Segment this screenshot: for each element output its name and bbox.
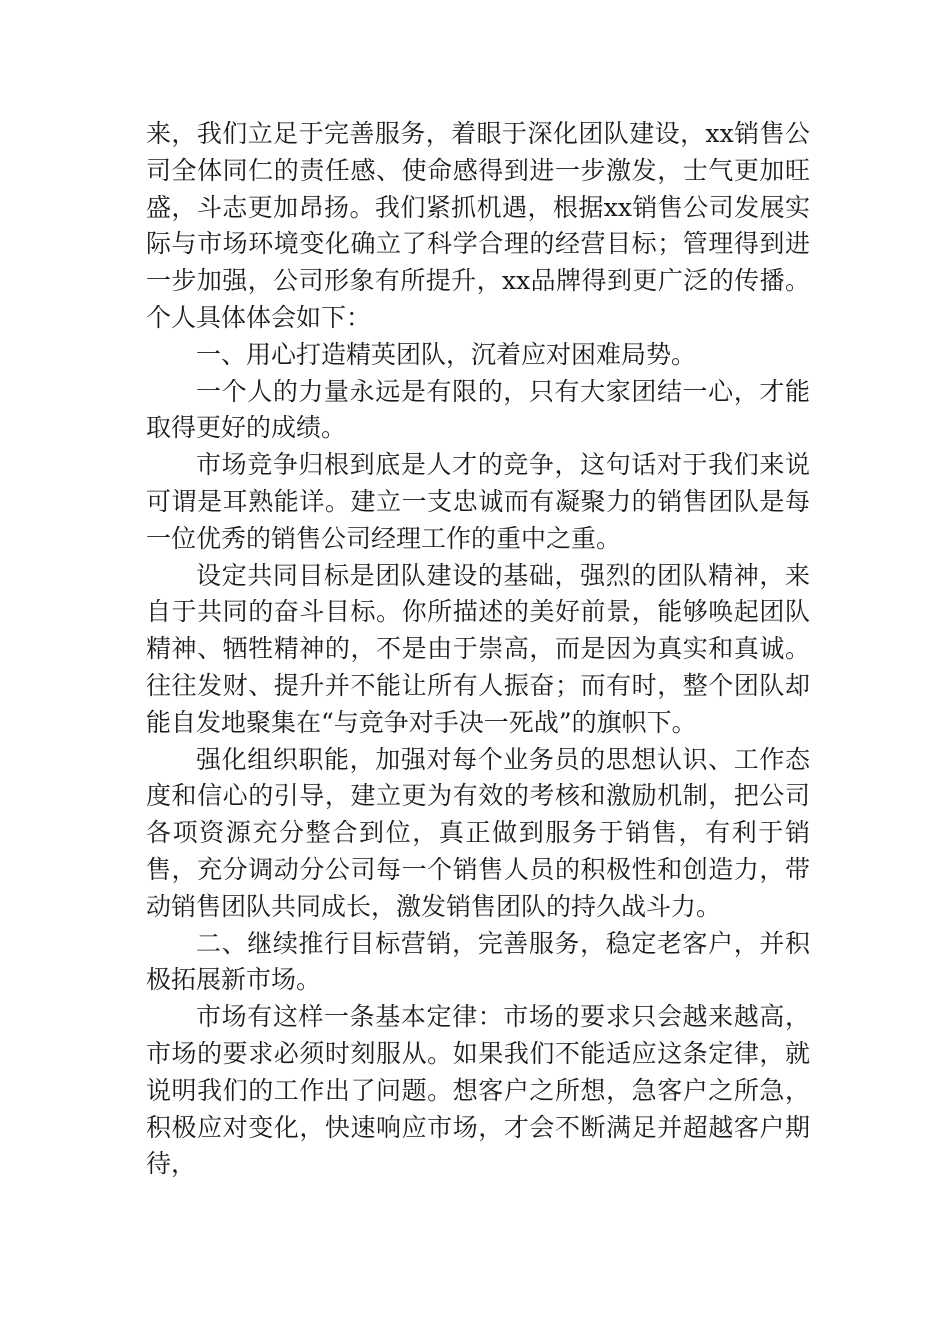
paragraph-2: 一个人的力量永远是有限的，只有大家团结一心，才能取得更好的成绩。 — [146, 376, 810, 443]
heading-section-2: 二、继续推行目标营销，完善服务，稳定老客户，并积极拓展新市场。 — [146, 928, 810, 995]
heading-section-1: 一、用心打造精英团队，沉着应对困难局势。 — [196, 339, 697, 369]
paragraph-6: 市场有这样一条基本定律：市场的要求只会越来越高，市场的要求必须时刻服从。如果我们不能适应这条定律，就说明我们的工作出了问题。想客户之所想，急客户之所急，积极应对变化，快速响应市场，才会不断满足并超越客户期待， — [146, 1002, 810, 1179]
paragraph-1: 来，我们立足于完善服务，着眼于深化团队建设，xx销售公司全体同仁的责任感、使命感得到进一步激发，士气更加旺盛，斗志更加昂扬。我们紧抓机遇，根据xx销售公司发展实际与市场环境变化确立了科学合理的经营目标；管理得到进一步加强，公司形象有所提升，xx品牌得到更广泛的传播。个人具体体会如下： — [146, 119, 810, 332]
paragraph-4: 设定共同目标是团队建设的基础，强烈的团队精神，来自于共同的奋斗目标。你所描述的美好前景，能够唤起团队精神、牺牲精神的，不是由于崇高，而是因为真实和真诚。往往发财、提升并不能让所有人振奋；而有时，整个团队却能自发地聚集在“与竞争对手决一死战”的旗帜下。 — [146, 560, 810, 737]
paragraph-3: 市场竞争归根到底是人才的竞争，这句话对于我们来说可谓是耳熟能详。建立一支忠诚而有凝聚力的销售团队是每一位优秀的销售公司经理工作的重中之重。 — [146, 450, 810, 553]
paragraph-5: 强化组织职能，加强对每个业务员的思想认识、工作态度和信心的引导，建立更为有效的考核和激励机制，把公司各项资源充分整合到位，真正做到服务于销售，有利于销售，充分调动分公司每一个销售人员的积极性和创造力，带动销售团队共同成长，激发销售团队的持久战斗力。 — [146, 744, 810, 921]
document-body — [146, 116, 810, 1183]
